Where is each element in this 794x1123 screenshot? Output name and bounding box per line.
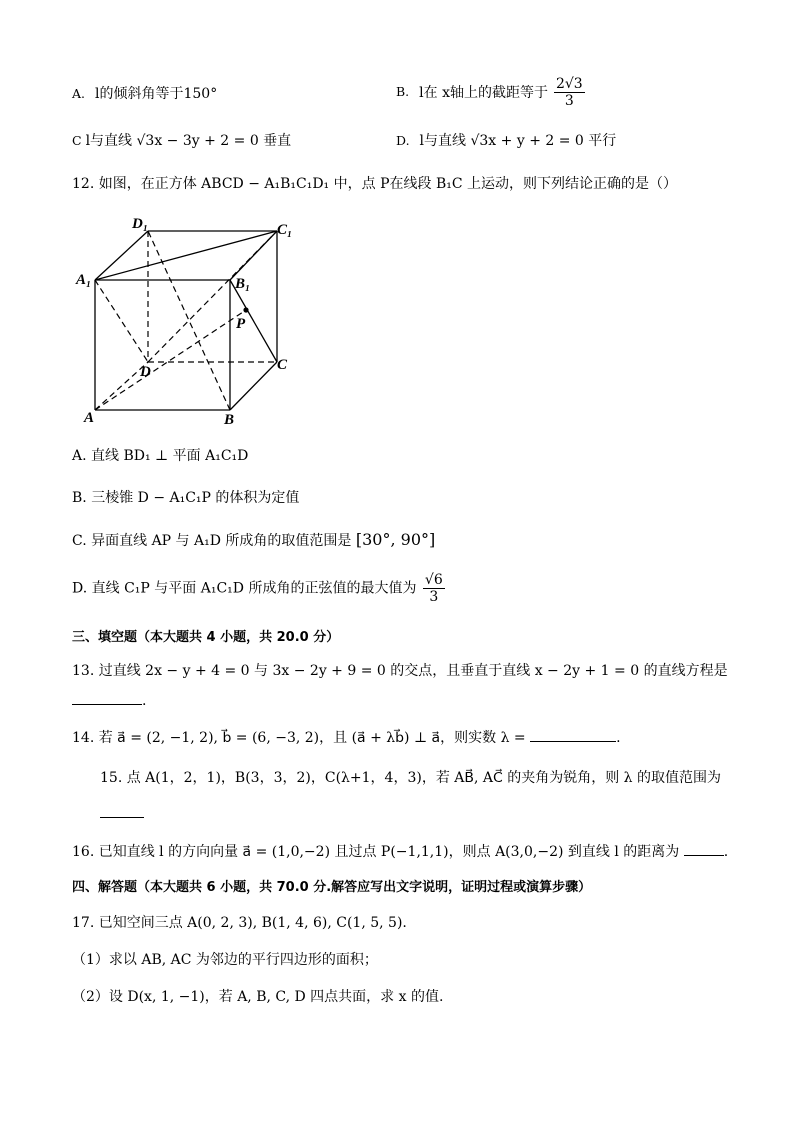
fraction — [423, 572, 445, 605]
q16-text: 16. 已知直线 l 的方向向量 a⃗ = (1,0,−2) 且过点 P(−1,1,1)，则点 A(3,0,−2) 到直线 l 的距离为 — [72, 844, 680, 860]
q11-option-a — [72, 84, 217, 104]
label-b1: B₁ — [235, 276, 251, 292]
edge-a1d — [95, 280, 148, 362]
q11-option-b — [396, 76, 587, 109]
answer-blank[interactable] — [684, 843, 724, 856]
label-d: D — [140, 364, 151, 380]
label-b: B — [224, 412, 235, 427]
option-text: D. 直线 C₁P 与平面 A₁C₁D 所成角的正弦值的最大值为 — [72, 580, 417, 597]
label-c: C — [277, 357, 288, 373]
option-text: l的倾斜角等于150° — [95, 86, 218, 102]
q12-option-a: A. 直线 BD₁ ⊥ 平面 A₁C₁D — [72, 448, 249, 464]
label-p: P — [236, 316, 246, 332]
q12-option-c — [72, 530, 435, 551]
q14 — [72, 728, 621, 748]
option-text: l与直线 √3x + y + 2 = 0 平行 — [419, 133, 617, 149]
label-a: A — [84, 410, 95, 426]
q12-stem: 12. 如图，在正方体 ABCD − A₁B₁C₁D₁ 中，点 P在线段 B₁C 上运动，则下列结论正确的是（） — [72, 176, 678, 192]
option-label: C — [72, 133, 82, 148]
fraction — [554, 76, 585, 109]
option-range: [30°, 90°] — [355, 530, 436, 549]
q11-option-d — [396, 131, 616, 151]
q16 — [72, 842, 728, 862]
option-label: D. — [396, 133, 410, 148]
q14-text: 14. 若 a⃗ = (2, −1, 2), b⃗ = (6, −3, 2)，且 (a⃗ + λb⃗) ⊥ a⃗，则实数 λ = — [72, 730, 526, 746]
option-label: A. — [72, 86, 86, 101]
q11-option-c — [72, 131, 291, 151]
fraction-denominator: 3 — [429, 589, 439, 605]
label-d1: D₁ — [132, 216, 149, 232]
option-text: l在 x轴上的截距等于 — [419, 84, 548, 101]
section3-heading: 三、填空题（本大题共 4 小题，共 20.0 分） — [72, 630, 340, 645]
section4-heading: 四、解答题（本大题共 6 小题，共 70.0 分.解答应写出文字说明，证明过程或演算步骤） — [72, 880, 592, 895]
fraction-numerator: √6 — [424, 572, 443, 588]
q12-option-b: B. 三棱锥 D − A₁C₁P 的体积为定值 — [72, 490, 300, 506]
fraction-numerator: 2√3 — [555, 76, 583, 92]
point-p — [243, 307, 248, 312]
label-a1: A₁ — [76, 272, 92, 288]
q13: 13. 过直线 2x − y + 4 = 0 与 3x − 2y + 9 = 0 的交点，且垂直于直线 x − 2y + 1 = 0 的直线方程是 — [72, 663, 728, 679]
option-label: B. — [396, 84, 410, 99]
q17-part1: （1）求以 AB, AC 为邻边的平行四边形的面积； — [72, 952, 378, 968]
q17: 17. 已知空间三点 A(0, 2, 3), B(1, 4, 6), C(1, 5, 5). — [72, 915, 407, 931]
label-c1: C₁ — [277, 222, 293, 238]
option-text: C. 异面直线 AP 与 A₁D 所成角的取值范围是 — [72, 533, 352, 549]
answer-blank[interactable] — [72, 692, 142, 705]
answer-blank[interactable] — [530, 729, 616, 742]
answer-blank[interactable] — [100, 805, 144, 818]
q13-answer-line — [72, 691, 146, 711]
edge-ap — [95, 310, 246, 410]
q16-end: . — [723, 844, 729, 860]
q13-end: . — [142, 693, 147, 709]
fraction-denominator: 3 — [564, 93, 574, 109]
edge-bd1 — [148, 231, 230, 410]
q15-answer-line — [100, 804, 144, 824]
q12-option-d — [72, 572, 447, 605]
q15: 15. 点 A(1，2，1)，B(3，3，2)，C(λ+1，4，3)，若 AB⃗, AC⃗ 的夹角为锐角，则 λ 的取值范围为 — [100, 770, 721, 786]
cube-figure — [70, 212, 310, 427]
q14-end: . — [616, 730, 621, 746]
option-text: l与直线 √3x − 3y + 2 = 0 垂直 — [85, 133, 292, 149]
edge-bc — [230, 362, 277, 410]
q17-part2: （2）设 D(x, 1, −1)，若 A, B, C, D 四点共面，求 x 的值. — [72, 989, 444, 1005]
